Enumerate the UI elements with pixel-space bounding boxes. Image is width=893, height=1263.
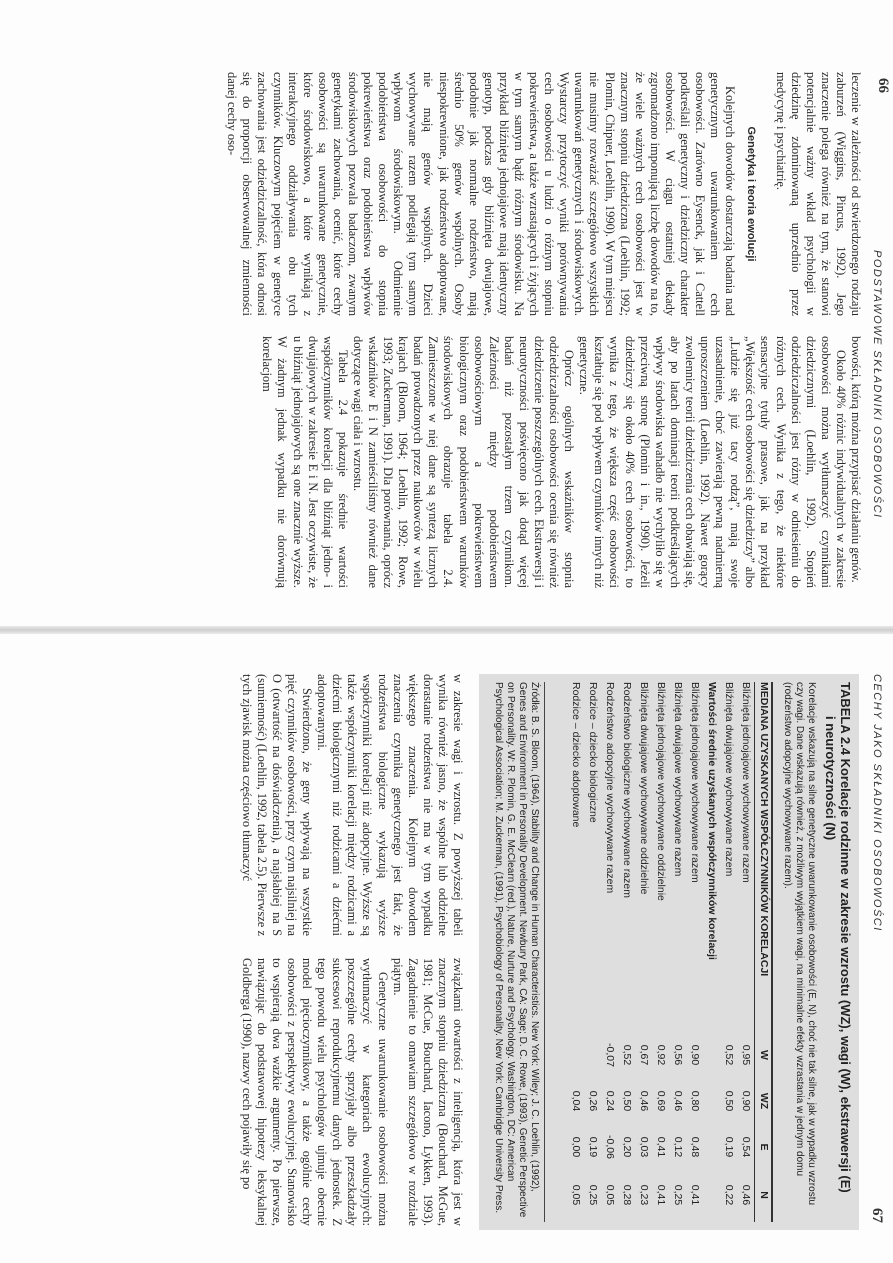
table-row: [653, 682, 668, 1222]
cell-wz: 0,69: [655, 1090, 667, 1112]
cell-n: 0,25: [672, 1184, 684, 1206]
cell-n: 0,23: [638, 1184, 650, 1206]
left-page: [0, 0, 893, 626]
cell-w: 0,95: [740, 1044, 752, 1066]
table-note: Korelacje wskazują na silne genetyczne uwarunkowanie osobowości (E, N), choć nie tak silne, jak w wypadku wzrostu czy wagi. Dane wskazują również, z możliwym wyjątkiem wagi, na minimalne efekty wzrastania w jednym domu (rodzeństwo adopcyjne wychowywane razem).: [782, 682, 817, 1206]
table-2-4: [479, 674, 859, 1230]
table-row: [670, 682, 685, 1222]
cell-e: 0,00: [570, 1136, 582, 1158]
page-number: 67: [869, 1208, 885, 1223]
paragraph: Tabela 2.4 pokazuje średnie wartości współczynników korelacji dla bliźniąt jedno- i dwujajowych w zakresie E i N. Jest oczywiste, że u bliźniąt jednojajowych są one znacznie wyższe. W żadnym jednak wypadku nie dorównują korelacjom: [260, 336, 350, 588]
paragraph: w zakresie wagi i wzrostu. Z powyższej tabeli wynika również jasno, że wspólne lub oddzielne dorastanie rodzeństwa nie ma w tym wypadku większego znaczenia. Kolejnym dowodem znaczenia czynnika genetycznego jest fakt, że rodzeństwa biologiczne wykazują wyższe współczynniki korelacji niż adopcyjne. Wyższe są także współczynniki korelacji między rodzicami a dziećmi biologicznymi niż rodzicami a dziećmi adoptowanymi.: [315, 674, 465, 936]
running-head: PODSTAWOWE SKŁADNIKI OSOBOWOŚCI: [871, 250, 883, 519]
cell-wz: 0,24: [604, 1090, 616, 1112]
text-column-1: [224, 72, 863, 316]
header-n: N: [758, 1191, 770, 1199]
row-label: Wartości średnie uzyskanych współczynników korelacji: [706, 682, 718, 960]
cell-n: 0,25: [587, 1184, 599, 1206]
cell-e: 0,12: [672, 1136, 684, 1158]
cell-wz: 0,04: [570, 1090, 582, 1112]
cell-w: 0,56: [672, 1044, 684, 1066]
header-e: E: [758, 1143, 770, 1151]
text-column-1: [239, 674, 465, 936]
table-row: [585, 682, 600, 1222]
row-label: Bliźnięta dwujajowe wychowywane razem: [723, 682, 735, 877]
table-header: [754, 682, 773, 1222]
cell-wz: 0,46: [672, 1090, 684, 1112]
cell-n: 0,22: [723, 1184, 735, 1206]
paragraph: Oprócz ogólnych wskaźników stopnia odziedziczalności osobowości ocenia się również dziedziczenie poszczególnych cech. Ekstrawersji i neurotyczności poświęcono jak dotąd więcej badań niż pozostałym trzem czynnikom. Zależności między podobieństwem osobowościowym a pokrewieństwem biologicznym oraz podobieństwem warunków środowiskowych obrazuje tabela 2.4. Zamieszczone w niej dane są syntezą licznych badań prowadzonych przez naukowców w wielu krajach (Bloom, 1964; Loehlin, 1992; Rowe, 1993; Zuckerman, 1991). Dla porównania, oprócz wskaźników E i N zamieściliśmy również dane dotyczące wagi ciała i wzrostu.: [350, 336, 577, 588]
cell-n: 0,05: [570, 1184, 582, 1206]
header-w: W: [758, 1050, 770, 1060]
cell-wz: 0,50: [621, 1090, 633, 1112]
paragraph: związkami otwartości z inteligencją, która jest w znacznym stopniu dziedziczna (Bouchard, McGue, 1981; McCue, Bouchard, Iacono, Lykken, 1993). Zagadnienie to omawiam szczegółowo w rozdziale piątym.: [390, 958, 465, 1226]
table-row: [738, 682, 753, 1222]
table-row: [704, 682, 719, 1222]
table-row: [602, 682, 617, 1222]
table-row: [636, 682, 651, 1222]
text-column-2: [259, 336, 863, 588]
cell-e: -0,06: [604, 1135, 616, 1159]
cell-w: 0,52: [621, 1044, 633, 1066]
table-row: [721, 682, 736, 1222]
row-label: Bliźnięta dwujajowe wychowywane oddzielnie: [638, 682, 650, 895]
row-label: Bliźnięta dwujajowe wychowywane razem: [672, 682, 684, 877]
paragraph: bowości, którą można przypisać działaniu genów.: [849, 336, 863, 583]
cell-w: 0,90: [689, 1044, 701, 1066]
cell-e: 0,54: [740, 1136, 752, 1158]
cell-n: 0,41: [655, 1184, 667, 1206]
row-label: Bliźnięta jednojajowe wychowywane oddzielnie: [655, 682, 667, 901]
cell-wz: 0,90: [740, 1090, 752, 1112]
cell-e: 0,19: [587, 1136, 599, 1158]
row-label: Bliźnięta jednojajowe wychowywane razem: [740, 682, 752, 883]
running-head: CECHY JAKO SKŁADNIKI OSOBOWOŚCI: [871, 674, 883, 932]
cell-e: 0,19: [723, 1136, 735, 1158]
cell-e: 0,41: [655, 1136, 667, 1158]
section-heading: Genetyka i teoria ewolucji: [745, 126, 758, 262]
page-number: 66: [875, 78, 891, 93]
header-label: MEDIANA UZYSKANYCH WSPÓŁCZYNNIKÓW KORELACJI: [758, 682, 770, 977]
row-label: Rodzice – dziecko adoptowane: [570, 682, 582, 828]
cell-n: 0,05: [604, 1184, 616, 1206]
cell-w: 0,67: [638, 1044, 650, 1066]
table-row: [619, 682, 634, 1222]
row-label: Bliźnięta jednojajowe wychowywane razem: [689, 682, 701, 883]
cell-n: 0,28: [621, 1184, 633, 1206]
table-title-line: TABELA 2.4 Korelacje rodzinne w zakresie wzrostu (WZ), wagi (W), ekstrawersji (E): [838, 682, 853, 1193]
cell-n: 0,41: [689, 1184, 701, 1206]
cell-w: -0,07: [604, 1043, 616, 1067]
table-title-line: i neurotyczności (N): [823, 716, 838, 841]
cell-wz: 0,26: [587, 1090, 599, 1112]
paragraph: Około 40% różnic indywidualnych w zakresie osobowości można wytłumaczyć czynnikami dziedzicznymi (Loehlin, 1992). Stopień odziedziczalności jest różny w odniesieniu do różnych cech. Wynika z tego, że niektóre sensacyjne tytuły prasowe, jak na przykład „Większość cech osobowości się dziedziczy” albo „Ludzie się już tacy rodzą”, mają swoje uzasadnienie, choć zawierają pewną nadmierną uproszczeniem (Loehlin, 1992). Nawet gorący zwolennicy teorii dziedziczenia cech obawiają się, aby po latach dominacji teorii podkreślających wpływy środowiska wahadło nie wychyliło się w przeciwną stronę (Plomin i in., 1990). Jeżeli dziedziczy się około 40% cech osobowości, to wynika z tego, że większa część osobowości kształtuje się pod wpływem czynników innych niż genetyczne.: [577, 336, 848, 588]
cell-w: 0,52: [723, 1044, 735, 1066]
header-wz: WZ: [758, 1092, 770, 1110]
row-label: Rodzice – dziecko biologiczne: [587, 682, 599, 823]
cell-e: 0,20: [621, 1136, 633, 1158]
cell-n: 0,46: [740, 1184, 752, 1206]
row-label: Rodzeństwo adopcyjne wychowywane razem: [604, 682, 616, 894]
paragraph: Stwierdzono, że geny wpływają na wszystkie pięć czynników osobowości, przy czym najsilniej na O (otwartość na doświadczenia), a najsłabiej na S (sumienność) (Loehlin, 1992, tabela 2.5). Pierwsze z tych zjawisk można częściowo tłumaczyć: [239, 674, 315, 936]
paragraph: leczenie w zależności od stwierdzonego rodzaju zaburzeń (Wiggins, Pincus, 1992). Jego znaczenie polega również na tym, że stanowi potencjalnie ważny wkład psychologii w dziedzinę zdominowaną uprzednio przez medycynę i psychiatrię.: [773, 72, 863, 316]
paragraph: Genetyczne uwarunkowanie osobowości można wytłumaczyć w kategoriach ewolucyjnych: poszczególne cechy sprzyjały albo przeszkadzały sukcesowi reprodukcyjnemu danych jednostek. Z tego powodu wielu psychologów ujmuje obecnie model pięcioczynnikowy, a także ogólnie cechy osobowości z perspektywy ewolucyjnej. Stanowisko to wspierają dwa ważkie argumenty. Po pierwsze, nawiązując do podstawowej hipotezy leksykalnej Goldberga (1990), nazwy cech pojawiły się po: [239, 958, 390, 1226]
right-page: [0, 634, 893, 1263]
row-label: Rodzeństwo biologiczne wychowywane razem: [621, 682, 633, 898]
paragraph: Kolejnych dowodów dostarczają badania nad genetycznym uwarunkowaniem cech osobowości. Zarówno Eysenck, jak i Cattell podkreślali genetyczny i dziedziczny charakter osobowości. W ciągu ostatniej dekady zgromadzono imponującą liczbę dowodów na to, że wiele ważnych cech osobowości jest w znacznym stopniu dziedziczna (Loehlin, 1992; Plomin, Chipuer, Loehlin, 1990). W tym miejscu nie musimy rozważać szczegółowo wszystkich uwarunkowań genetycznych i środowiskowych. Wystarczy przytoczyć wyniki porównywania cech osobowości u ludzi o różnym stopniu pokrewieństwa, a także wzrastających i żyjących w tym samym bądź różnym środowisku. Na przykład bliźnięta jednojajowe mają identyczny genotyp, podczas gdy bliźnięta dwujajowe, podobnie jak normalne rodzeństwo, mają średnio 50% genów wspólnych. Osoby niespokrewnione, jak rodzeństwo adoptowane, nie mają genów wspólnych. Dzieci wychowywane razem podlegają tym samym wpływom środowiskowym. Odmiennie podobieństwa osobowości do stopnia pokrewieństwa oraz podobieństwa wpływów środowiskowych pozwala badaczom, zwanym genetykami zachowania, ocenić, które cechy osobowości są uwarunkowane genetycznie, które środowiskowo, a które wynikają z interakcyjnego oddziaływania obu tych czynników. Kluczowym pojęciem w genetyce zachowania jest odziedziczalność, która odnosi się do proporcji obserwowalnej zmienności danej cechy oso-: [225, 72, 738, 316]
cell-wz: 0,80: [689, 1090, 701, 1112]
cell-wz: 0,46: [638, 1090, 650, 1112]
cell-wz: 0,50: [723, 1090, 735, 1112]
table-source: Źródła: B. S. Bloom, (1964), Stability and Change in Human Characteristics. New York: Wiley; J. C. Loehlin, (1992), Genes and Environment in Personality Development. Newbury Park, CA: Sage; D. C. Rowe, (1993), Genetic Perspective on Personality. W: R. Plomin, G. E. McClearn (red.), Nature, Nurture and Psychology. Washington, DC: American Psychological Association; M. Zuckerman, (1991), Psychobiology of Personality. New York: Cambridge University Press.: [492, 682, 545, 1222]
table-row: [568, 682, 583, 1222]
cell-e: 0,03: [638, 1136, 650, 1158]
cell-w: 0,92: [655, 1044, 667, 1066]
table-row: [687, 682, 702, 1222]
table-title: [823, 682, 853, 1222]
book-gutter: [0, 626, 893, 634]
cell-e: 0,48: [689, 1136, 701, 1158]
text-column-2: [239, 958, 465, 1226]
